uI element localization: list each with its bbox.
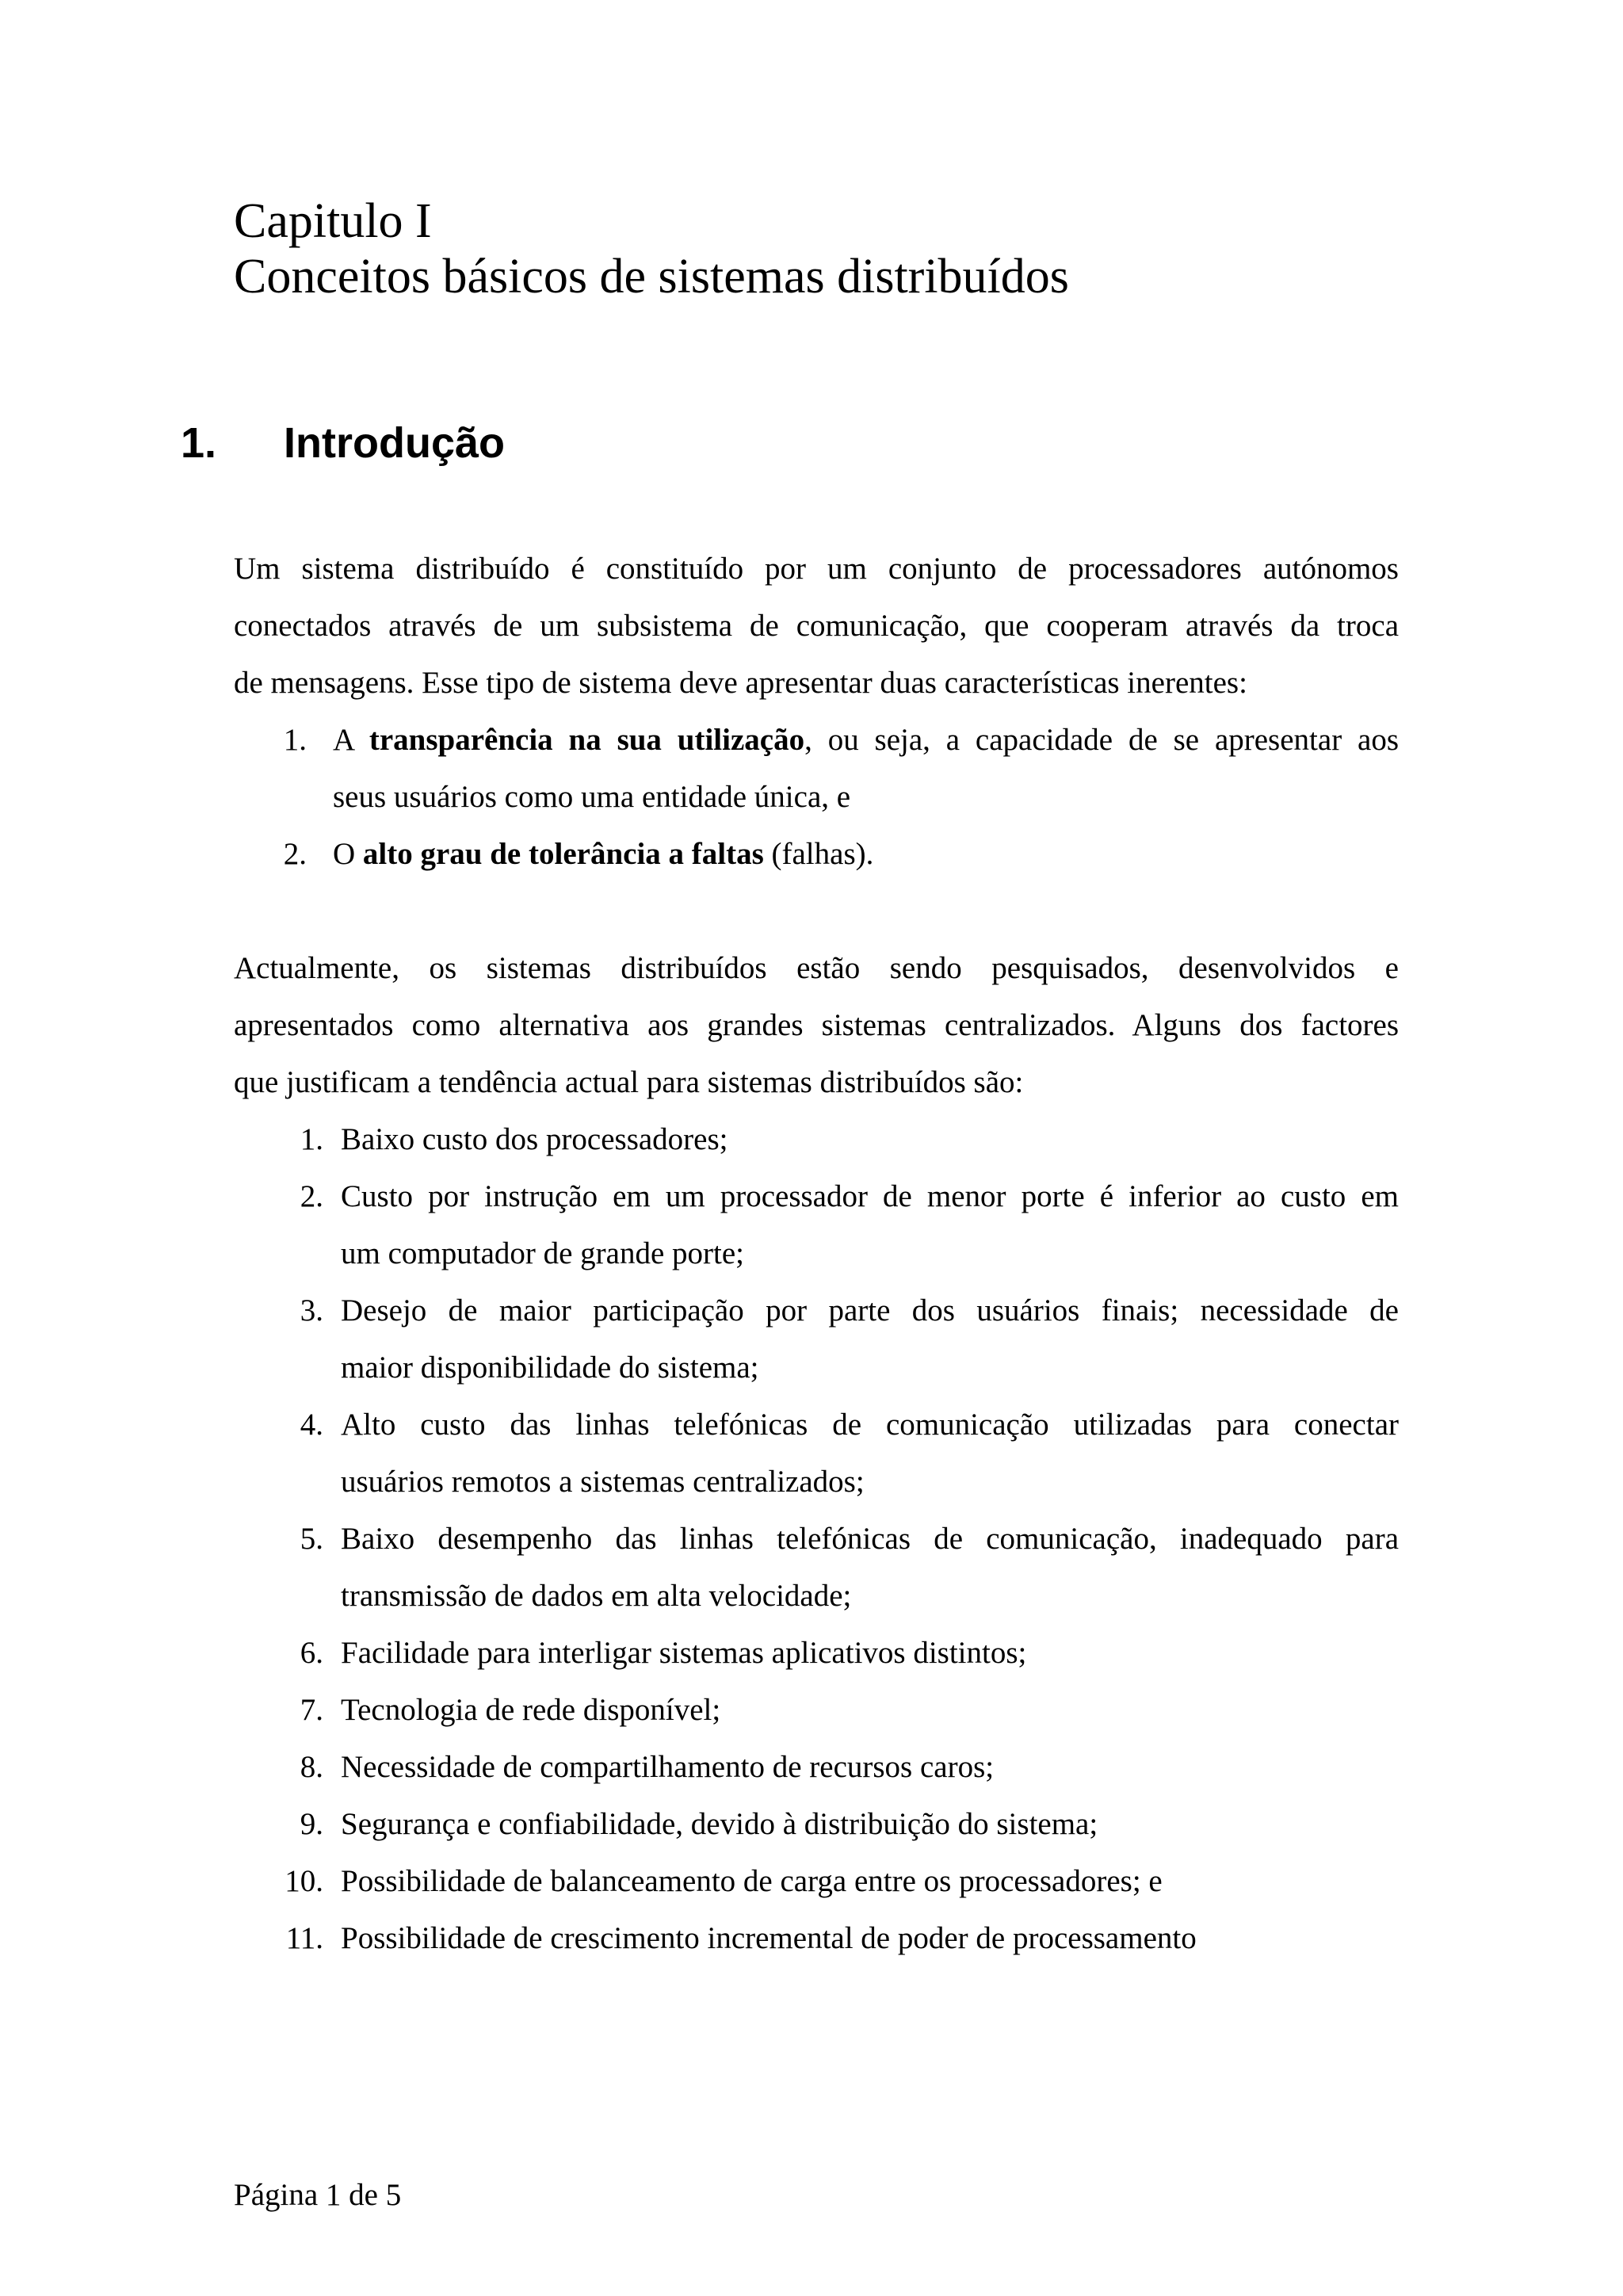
list-item	[234, 1910, 1399, 1967]
list-marker: 1.	[283, 723, 307, 757]
list-line: Tecnologia de rede disponível;	[341, 1693, 721, 1727]
list-item	[234, 1796, 1399, 1853]
list-item	[234, 1168, 1399, 1282]
list-line: Baixo custo dos processadores;	[341, 1122, 728, 1156]
list-line: transmissão de dados em alta velocidade;	[341, 1579, 852, 1613]
list-marker: 8.	[300, 1750, 323, 1784]
list-item	[234, 1111, 1399, 1168]
page-footer	[234, 2172, 401, 2219]
list-text: A	[333, 723, 354, 757]
list-line: Segurança e confiabilidade, devido à distribuição do sistema;	[341, 1807, 1098, 1841]
list-line: Necessidade de compartilhamento de recursos caros;	[341, 1750, 995, 1784]
list-line: Desejo de maior participação por parte dos usuários finais; necessidade de	[341, 1293, 1399, 1328]
list-line: Custo por instrução em um processador de menor porte é inferior ao custo em	[341, 1179, 1399, 1213]
list-marker: 6.	[300, 1636, 323, 1670]
list-text: O	[333, 837, 356, 871]
paragraph-line: que justificam a tendência actual para sistemas distribuídos são:	[234, 1065, 1024, 1099]
list-item	[234, 1396, 1399, 1511]
bold-term: alto grau de tolerância a faltas	[362, 837, 764, 871]
chapter-title	[234, 193, 1069, 304]
list-item	[234, 826, 1399, 883]
list-item	[234, 1625, 1399, 1682]
section-title: Introdução	[284, 419, 505, 467]
paragraph-line: Um sistema distribuído é constituído por um conjunto de processadores autónomos	[234, 552, 1399, 586]
list-item	[234, 1739, 1399, 1796]
list-line: Possibilidade de crescimento incremental de poder de processamento	[341, 1921, 1197, 1955]
paragraph-factors	[234, 940, 1399, 1111]
list-item	[234, 1682, 1399, 1739]
paragraph-line: de mensagens. Esse tipo de sistema deve apresentar duas características inerentes:	[234, 666, 1247, 700]
list-text: , ou seja, a capacidade de se apresentar aos	[804, 723, 1400, 757]
list-marker: 10.	[285, 1864, 323, 1898]
list-item	[234, 712, 1399, 826]
chapter-name: Conceitos básicos de sistemas distribuídos	[234, 250, 1069, 304]
list-marker: 4.	[300, 1408, 323, 1442]
list-marker: 9.	[300, 1807, 323, 1841]
list-marker: 1.	[300, 1122, 323, 1156]
factors-block	[234, 940, 1399, 1967]
intro-block	[234, 541, 1399, 883]
chapter-number: Capitulo I	[234, 194, 432, 248]
list-marker: 3.	[300, 1293, 323, 1328]
list-text: (falhas).	[771, 837, 874, 871]
list-line: usuários remotos a sistemas centralizados;	[341, 1465, 865, 1499]
list-marker: 5.	[300, 1522, 323, 1556]
list-item	[234, 1853, 1399, 1910]
list-line: um computador de grande porte;	[341, 1236, 744, 1270]
characteristics-list	[234, 712, 1399, 883]
list-line: Baixo desempenho das linhas telefónicas de comunicação, inadequado para	[341, 1522, 1399, 1556]
list-line: Possibilidade de balanceamento de carga entre os processadores; e	[341, 1864, 1163, 1898]
list-item	[234, 1511, 1399, 1625]
list-line	[333, 712, 1399, 769]
list-marker: 11.	[285, 1921, 323, 1955]
list-line: Facilidade para interligar sistemas aplicativos distintos;	[341, 1636, 1027, 1670]
section-heading	[181, 411, 505, 475]
bold-term: transparência na sua utilização	[369, 723, 805, 757]
factors-list	[234, 1111, 1399, 1967]
paragraph-intro	[234, 541, 1399, 712]
list-line	[333, 826, 1399, 883]
list-marker: 2.	[283, 837, 307, 871]
page-number: Página 1 de 5	[234, 2178, 402, 2212]
paragraph-line: Actualmente, os sistemas distribuídos estão sendo pesquisados, desenvolvidos e	[234, 951, 1399, 985]
list-item	[234, 1282, 1399, 1396]
list-line: maior disponibilidade do sistema;	[341, 1350, 759, 1385]
list-line: seus usuários como uma entidade única, e	[333, 780, 851, 814]
paragraph-line: conectados através de um subsistema de comunicação, que cooperam através da troca	[234, 609, 1399, 643]
list-line: Alto custo das linhas telefónicas de comunicação utilizadas para conectar	[341, 1408, 1399, 1442]
section-number: 1.	[181, 419, 217, 467]
paragraph-line: apresentados como alternativa aos grandes sistemas centralizados. Alguns dos factores	[234, 1008, 1399, 1042]
list-marker: 7.	[300, 1693, 323, 1727]
list-marker: 2.	[300, 1179, 323, 1213]
